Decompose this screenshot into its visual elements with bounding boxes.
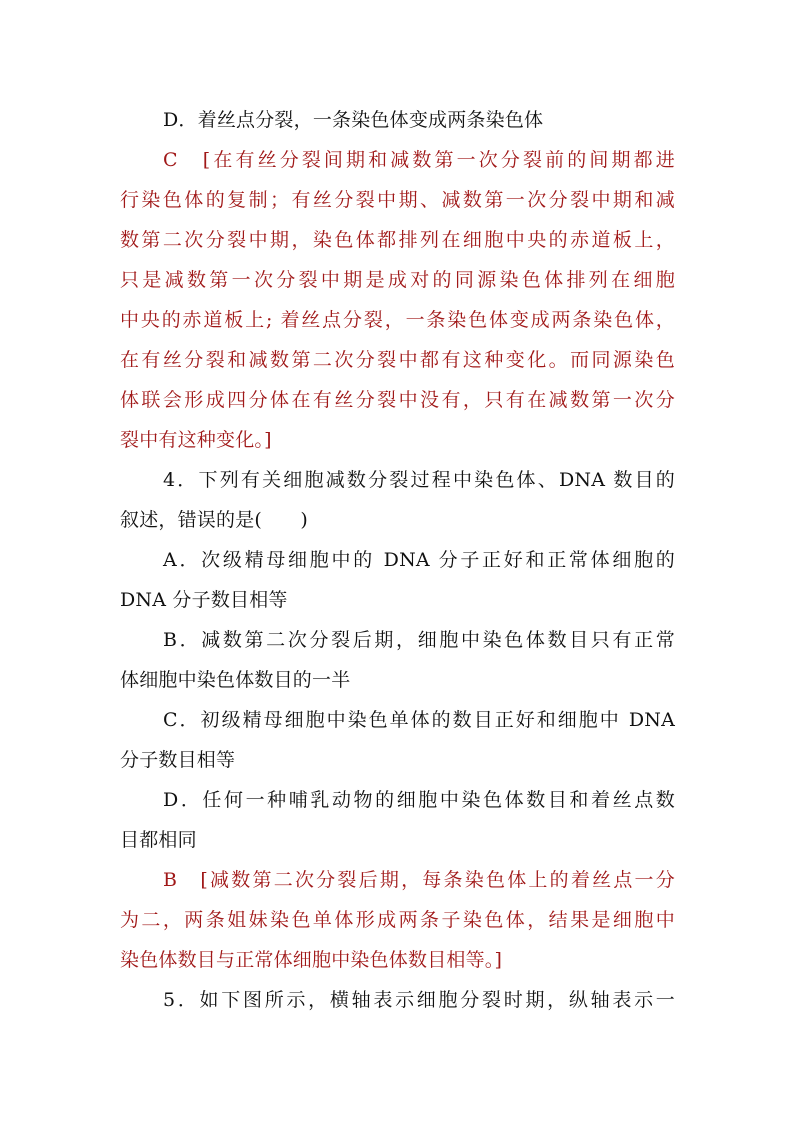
question-stem: 5．如下图所示，横轴表示细胞分裂时期，纵轴表示一 xyxy=(163,989,675,1011)
option-d: 目都相同 xyxy=(120,829,197,851)
answer-line: 体联会形成四分体在有丝分裂中没有，只有在减数第一次分 xyxy=(120,389,675,411)
option-a: DNA 分子数目相等 xyxy=(120,589,288,611)
answer-line: 中央的赤道板上; 着丝点分裂，一条染色体变成两条染色体， xyxy=(120,309,675,331)
answer-line: 数第二次分裂中期，染色体都排列在细胞中央的赤道板上， xyxy=(120,229,675,251)
answer-line: 在有丝分裂和减数第二次分裂中都有这种变化。而同源染色 xyxy=(120,349,675,371)
q3-option-d: D．着丝点分裂，一条染色体变成两条染色体 xyxy=(163,109,544,131)
option-a: A．次级精母细胞中的 DNA 分子正好和正常体细胞的 xyxy=(163,549,675,571)
answer-line: 为二，两条姐妹染色单体形成两条子染色体，结果是细胞中 xyxy=(120,909,675,931)
option-c: C．初级精母细胞中染色单体的数目正好和细胞中 DNA xyxy=(163,709,675,731)
option-b: B．减数第二次分裂后期，细胞中染色体数目只有正常 xyxy=(163,629,675,651)
q3-answer-explanation xyxy=(120,140,675,460)
option-c: 分子数目相等 xyxy=(120,749,236,771)
answer-line: C [在有丝分裂间期和减数第一次分裂前的间期都进 xyxy=(163,149,675,171)
answer-line: 染色体数目与正常体细胞中染色体数目相等。] xyxy=(120,949,503,971)
option-b: 体细胞中染色体数目的一半 xyxy=(120,669,351,691)
option-d: D．任何一种哺乳动物的细胞中染色体数目和着丝点数 xyxy=(163,789,675,811)
answer-line: 行染色体的复制；有丝分裂中期、减数第一次分裂中期和减 xyxy=(120,189,675,211)
question-stem: 4．下列有关细胞减数分裂过程中染色体、DNA 数目的 xyxy=(163,469,675,491)
question-4 xyxy=(120,460,675,860)
document-page xyxy=(120,100,675,1020)
answer-line: 裂中有这种变化。] xyxy=(120,429,272,451)
question-stem: 叙述，错误的是( ) xyxy=(120,509,309,531)
q4-answer-explanation xyxy=(120,860,675,980)
answer-line: 只是减数第一次分裂中期是成对的同源染色体排列在细胞 xyxy=(120,269,675,291)
question-5 xyxy=(120,980,675,1020)
answer-line: B [减数第二次分裂后期，每条染色体上的着丝点一分 xyxy=(163,869,675,891)
